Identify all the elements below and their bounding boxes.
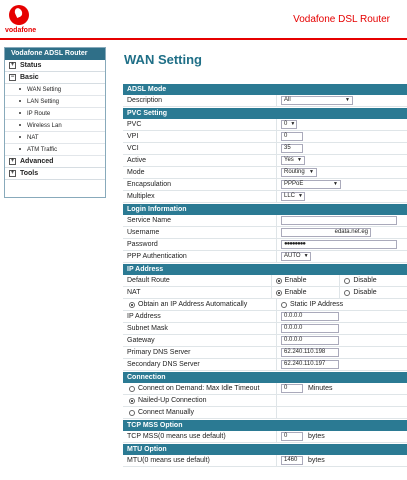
service-name-input[interactable] bbox=[281, 216, 397, 225]
radio-label: Obtain an IP Address Automatically bbox=[138, 301, 248, 308]
form-row bbox=[123, 131, 407, 143]
sidebar-item-label: LAN Setting bbox=[27, 99, 60, 105]
page-title: WAN Setting bbox=[124, 52, 202, 67]
nailed-up-connection-option[interactable] bbox=[123, 395, 277, 406]
sidebar-item-label: IP Route bbox=[27, 111, 51, 117]
expand-icon[interactable]: + bbox=[10, 169, 15, 176]
dropdown-arrow-icon: ▼ bbox=[297, 157, 302, 163]
bullet-icon bbox=[19, 112, 21, 114]
form-row bbox=[123, 323, 407, 335]
sidebar-item-atm-traffic[interactable] bbox=[5, 144, 105, 156]
ppp-authentication-select[interactable] bbox=[281, 252, 311, 261]
sidebar-item-label: ATM Traffic bbox=[27, 147, 58, 153]
subnet-mask-input[interactable]: 0.0.0.0 bbox=[281, 324, 339, 333]
form-row bbox=[123, 335, 407, 347]
select-value: AUTO bbox=[284, 253, 301, 259]
select-value: Yes bbox=[284, 157, 294, 163]
section-header-ip-address: IP Address bbox=[123, 263, 407, 275]
ip-address-input[interactable]: 0.0.0.0 bbox=[281, 312, 339, 321]
section-header-pvc-setting: PVC Setting bbox=[123, 107, 407, 119]
sidebar-section-label: Status bbox=[20, 62, 42, 69]
radio-label: Static IP Address bbox=[290, 301, 344, 308]
form-row bbox=[123, 431, 407, 443]
password-input[interactable]: ●●●●●●●● bbox=[281, 240, 397, 249]
field-label: NAT bbox=[123, 287, 272, 298]
sidebar-section-status[interactable] bbox=[5, 60, 105, 72]
form-row bbox=[123, 383, 407, 395]
dropdown-arrow-icon: ▼ bbox=[303, 253, 309, 259]
vodafone-logo-icon bbox=[9, 5, 29, 25]
sidebar-item-nat[interactable] bbox=[5, 132, 105, 144]
form-row bbox=[123, 227, 407, 239]
brand-name: vodafone bbox=[5, 27, 37, 34]
sidebar-section-label: Advanced bbox=[20, 158, 54, 165]
bullet-icon bbox=[19, 88, 21, 90]
form-row bbox=[123, 95, 407, 107]
field-label: VCI bbox=[123, 143, 277, 154]
select-value: LLC bbox=[284, 193, 296, 199]
field-label: Default Route bbox=[123, 275, 272, 286]
form-row bbox=[123, 155, 407, 167]
select-value: 0 bbox=[284, 121, 288, 127]
dropdown-arrow-icon: ▼ bbox=[298, 193, 303, 199]
radio-label: Connect Manually bbox=[138, 409, 195, 416]
empty-cell bbox=[277, 407, 407, 418]
mode-select[interactable] bbox=[281, 168, 317, 177]
bullet-icon bbox=[19, 100, 21, 102]
field-label: Mode bbox=[123, 167, 277, 178]
wan-settings-form bbox=[123, 83, 407, 467]
expand-icon[interactable]: + bbox=[10, 157, 15, 164]
unit-label: bytes bbox=[308, 433, 325, 440]
primary-dns-input[interactable]: 62.240.110.198 bbox=[281, 348, 339, 357]
field-label: PVC bbox=[123, 119, 277, 130]
sidebar-section-label: Tools bbox=[20, 170, 39, 177]
unit-label: bytes bbox=[308, 457, 325, 464]
default-route-enable-option[interactable] bbox=[272, 275, 340, 286]
sidebar-item-label: Wireless Lan bbox=[27, 123, 62, 129]
dropdown-arrow-icon: ▼ bbox=[345, 97, 350, 103]
multiplex-select[interactable] bbox=[281, 192, 305, 201]
form-row bbox=[123, 407, 407, 419]
bullet-icon bbox=[19, 148, 21, 150]
form-row bbox=[123, 191, 407, 203]
field-label: Subnet Mask bbox=[123, 323, 277, 334]
form-row bbox=[123, 455, 407, 467]
field-label: IP Address bbox=[123, 311, 277, 322]
nat-disable-option[interactable] bbox=[339, 287, 407, 298]
field-label: Primary DNS Server bbox=[123, 347, 277, 358]
header-divider bbox=[0, 38, 407, 40]
section-header-tcp-mss: TCP MSS Option bbox=[123, 419, 407, 431]
field-label: Username bbox=[123, 227, 277, 238]
sidebar-section-basic[interactable] bbox=[5, 72, 105, 84]
pvc-select[interactable] bbox=[281, 120, 297, 129]
radio-selected-icon[interactable] bbox=[276, 290, 282, 296]
form-row bbox=[123, 311, 407, 323]
radio-label: Disable bbox=[353, 277, 377, 284]
header bbox=[0, 0, 407, 38]
sidebar-item-wan-setting[interactable] bbox=[5, 84, 105, 96]
dropdown-arrow-icon: ▼ bbox=[290, 121, 296, 127]
form-row bbox=[123, 251, 407, 263]
dropdown-arrow-icon: ▼ bbox=[309, 169, 314, 175]
radio-label: Enable bbox=[284, 277, 307, 284]
field-label: VPI bbox=[123, 131, 277, 142]
radio-label: Disable bbox=[353, 289, 377, 296]
field-label: Encapsulation bbox=[123, 179, 277, 190]
username-input[interactable]: edata.net.eg bbox=[281, 228, 371, 237]
radio-label: Connect on Demand: Max Idle Timeout bbox=[138, 385, 260, 392]
radio-label: Nailed-Up Connection bbox=[138, 397, 207, 404]
static-ip-option[interactable] bbox=[277, 299, 407, 310]
collapse-icon[interactable]: − bbox=[10, 73, 15, 80]
gateway-input[interactable]: 0.0.0.0 bbox=[281, 336, 339, 345]
field-label: PPP Authentication bbox=[123, 251, 277, 262]
form-row bbox=[123, 119, 407, 131]
field-label: MTU(0 means use default) bbox=[123, 455, 277, 466]
field-label: Password bbox=[123, 239, 277, 250]
tcp-mss-input[interactable]: 0 bbox=[281, 432, 303, 441]
field-label: Active bbox=[123, 155, 277, 166]
expand-icon[interactable]: + bbox=[10, 61, 15, 68]
description-select[interactable] bbox=[281, 96, 353, 105]
connect-on-demand-option[interactable] bbox=[123, 383, 277, 394]
form-row bbox=[123, 359, 407, 371]
connect-manually-option[interactable] bbox=[123, 407, 277, 418]
radio-selected-icon[interactable] bbox=[129, 302, 135, 308]
form-row bbox=[123, 347, 407, 359]
active-select[interactable] bbox=[281, 156, 305, 165]
form-row bbox=[123, 143, 407, 155]
encapsulation-select[interactable] bbox=[281, 180, 341, 189]
dropdown-arrow-icon: ▼ bbox=[333, 181, 338, 187]
select-value: PPPoE bbox=[284, 181, 304, 187]
field-label: Description bbox=[123, 95, 277, 106]
vci-input[interactable]: 35 bbox=[281, 144, 303, 153]
radio-selected-icon[interactable] bbox=[276, 278, 282, 284]
default-route-disable-option[interactable] bbox=[339, 275, 407, 286]
sidebar-item-label: NAT bbox=[27, 135, 39, 141]
obtain-ip-automatically-option[interactable] bbox=[123, 299, 277, 310]
form-row bbox=[123, 287, 407, 299]
bullet-icon bbox=[19, 124, 21, 126]
form-row bbox=[123, 299, 407, 311]
mtu-input[interactable]: 1460 bbox=[281, 456, 303, 465]
bullet-icon bbox=[19, 136, 21, 138]
field-label: Secondary DNS Server bbox=[123, 359, 277, 370]
field-label: Multiplex bbox=[123, 191, 277, 202]
form-row bbox=[123, 179, 407, 191]
sidebar-section-tools[interactable] bbox=[5, 168, 105, 180]
field-label: TCP MSS(0 means use default) bbox=[123, 431, 277, 442]
form-row bbox=[123, 275, 407, 287]
field-label: Gateway bbox=[123, 335, 277, 346]
field-label: Service Name bbox=[123, 215, 277, 226]
sidebar-item-ip-route[interactable] bbox=[5, 108, 105, 120]
form-row bbox=[123, 395, 407, 407]
radio-unselected-icon[interactable] bbox=[344, 278, 350, 284]
select-value: Routing bbox=[284, 169, 305, 175]
sidebar-section-label: Basic bbox=[20, 74, 39, 81]
sidebar-item-label: WAN Setting bbox=[27, 87, 62, 93]
form-row bbox=[123, 167, 407, 179]
empty-cell bbox=[277, 395, 407, 406]
radio-selected-icon[interactable] bbox=[129, 398, 135, 404]
radio-unselected-icon[interactable] bbox=[129, 386, 135, 392]
idle-timeout-input[interactable]: 0 bbox=[281, 384, 303, 393]
router-title: Vodafone DSL Router bbox=[293, 14, 390, 25]
section-header-adsl-mode: ADSL Mode bbox=[123, 83, 407, 95]
section-header-mtu: MTU Option bbox=[123, 443, 407, 455]
sidebar-section-advanced[interactable] bbox=[5, 156, 105, 168]
radio-unselected-icon[interactable] bbox=[344, 290, 350, 296]
form-row bbox=[123, 239, 407, 251]
secondary-dns-input[interactable]: 62.240.110.197 bbox=[281, 360, 339, 369]
nat-enable-option[interactable] bbox=[272, 287, 340, 298]
unit-label: Minutes bbox=[308, 385, 333, 392]
section-header-login-information: Login Information bbox=[123, 203, 407, 215]
form-row bbox=[123, 215, 407, 227]
section-header-connection: Connection bbox=[123, 371, 407, 383]
vpi-input[interactable]: 0 bbox=[281, 132, 303, 141]
radio-unselected-icon[interactable] bbox=[281, 302, 287, 308]
sidebar bbox=[4, 47, 106, 198]
radio-unselected-icon[interactable] bbox=[129, 410, 135, 416]
radio-label: Enable bbox=[284, 289, 307, 296]
sidebar-item-lan-setting[interactable] bbox=[5, 96, 105, 108]
sidebar-title: Vodafone ADSL Router bbox=[5, 48, 105, 60]
select-value: All bbox=[284, 97, 291, 103]
sidebar-item-wireless-lan[interactable] bbox=[5, 120, 105, 132]
